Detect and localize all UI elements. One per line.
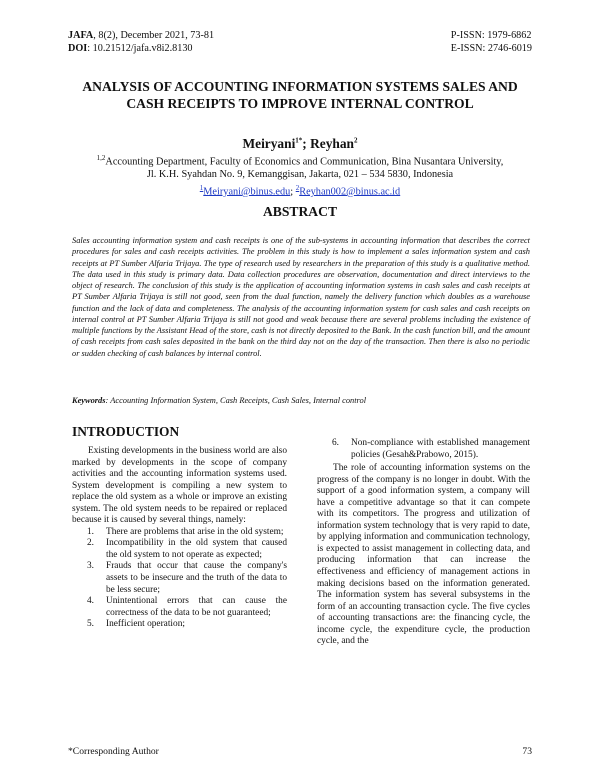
list-item [317,438,530,461]
affiliation [60,152,540,199]
problem-list-continued [317,438,530,461]
list-item-text: Unintentional errors that can cause the correctness of the data to be not guaranteed; [106,596,287,618]
title-line-2: CASH RECEIPTS TO IMPROVE INTERNAL CONTROL [126,96,474,111]
list-item [72,619,287,631]
problem-list [72,527,287,631]
page-number: 73 [522,746,532,757]
email-separator: ; [290,186,296,198]
doi-line [68,43,214,56]
affiliation-text-1: Accounting Department, Faculty of Economics and Communication, Bina Nusantara University, [105,156,504,168]
journal-citation [68,30,214,43]
keywords-label: Keywords [72,396,106,405]
corresponding-author-note: *Corresponding Author [68,746,159,757]
list-item [72,596,287,619]
email-2-link[interactable]: Reyhan002@binus.ac.id [299,186,401,198]
journal-name: JAFA [68,30,94,41]
doi-value: : 10.21512/jafa.v8i2.8130 [87,42,193,54]
list-item-number: 4. [87,596,95,607]
doi-label: DOI [68,42,88,54]
abstract-text: Sales accounting information system and cash receipts is one of the sub-systems in accounting information that describes the correct procedures for sales and cash receipts activities. The problem in this study is how to implement a sales information system and cash receipts at PT Sumber Alfaria Trijaya. The type of research used by researchers in the preparation of this study is a qualitative method. The data used in this study is primary data. Data collection procedures are observation, documentation and direct interviews to the object of research. The conclusion of this study is the application of accounting information systems in cash sales and cash receipts at PT Sumber Alfaria Trijaya is still not good, seen from the dual function, namely the delivery function which doubles as a warehouse function and the lack of data and completeness. The analysis of the accounting information system for cash sales and cash receipts on internal control at PT Sumber Alfaria Trijaya is still not good and weak because there are several problems including the existence of multiple functions by the Assistant Head of the store, cash is not directly deposited to the Bank. In the cash function bill, and the amount of cash receipts from cash sales deposited in the bank on the third day not on the day of the transaction. Then there is also no periodic or sudden checking of cash balances by internal control. [72,236,530,358]
author-separator: ; [302,136,311,151]
journal-header-left [68,30,214,55]
paper-title [60,78,540,112]
list-item [72,561,287,596]
list-item-text: Inefficient operation; [106,619,185,630]
list-item [72,538,287,561]
affiliation-sup: 1,2 [96,154,106,162]
list-item-number: 3. [87,561,95,572]
list-item-text: Incompatibility in the old system that caused the old system to not operate as expected; [106,538,287,560]
eissn: E-ISSN: 2746-6019 [450,42,532,54]
list-item-number: 5. [87,619,95,630]
author-1-sup: 1* [295,136,303,145]
list-item-text: Frauds that occur that cause the company's assets to be insecure and the truth of the data to be less secure; [106,561,287,595]
list-item-number: 6. [332,438,340,448]
list-item-number: 1. [87,526,95,537]
email-1-sup: 1 [199,183,204,192]
author-2-sup: 2 [354,136,358,145]
author-1: Meiryani [242,136,296,151]
right-column [317,438,530,648]
abstract-heading: ABSTRACT [262,204,338,219]
list-item-text: There are problems that arise in the old system; [106,526,284,537]
email-2-sup: 2 [295,183,300,192]
keywords-line [72,396,530,405]
title-line-1: ANALYSIS OF ACCOUNTING INFORMATION SYSTEMS SALES AND [82,79,518,94]
author-2: Reyhan [310,136,355,151]
introduction-heading: INTRODUCTION [72,424,180,439]
journal-header-right [451,30,532,55]
affiliation-line-2: Jl. K.H. Syahdan No. 9, Kemanggisan, Jakarta, 021 – 534 5830, Indonesia [146,169,454,181]
left-column [72,424,287,631]
author-line [60,136,540,152]
journal-issue: , 8(2), December 2021, 73-81 [93,30,215,41]
keywords-text: : Accounting Information System, Cash Receipts, Cash Sales, Internal control [105,396,367,405]
intro-paragraph-1: Existing developments in the business world are also marked by developments in the scope of company activities and the accounting information systems used. System development is compiling a new system to replace the old system as a whole or improve an existing system. The old system needs to be repaired or replaced because it is caused by several things, namely: [72,446,287,526]
pissn: P-ISSN: 1979-6862 [450,30,532,41]
list-item [72,527,287,539]
affiliation-line-1 [60,152,540,169]
list-item-text: Non-compliance with established management policies (Gesah&Prabowo, 2015). [351,438,530,460]
email-1-link[interactable]: Meiryani@binus.edu [203,186,291,198]
list-item-number: 2. [87,538,95,549]
intro-paragraph-2: The role of accounting information systems on the progress of the company is no longer in doubt. With the support of a good information system, a company will have a competitive advantage so that it can compete with its competitors. The progress and utilization of information system technology that is very rapid to date, by applying information and communication technology, is expected to assist management in collecting data, and producing information that can increase the effectiveness and efficiency of management actions in making decisions based on the information generated. The information system has several subsystems in the form of an accounting transaction cycle. The five cycles of accounting transactions are: the financing cycle, the income cycle, the expenditure cycle, the production cycle, and the [317,463,530,647]
email-line [60,182,540,199]
